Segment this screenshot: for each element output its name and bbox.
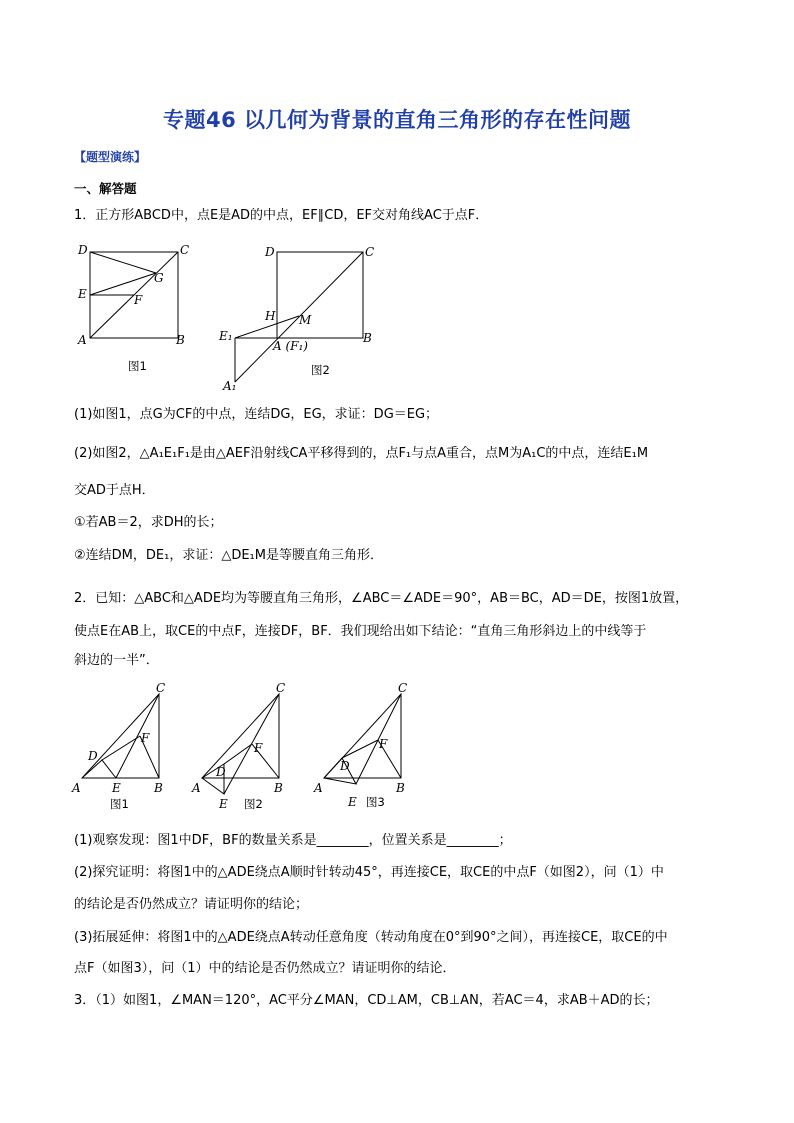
label-d: D — [216, 765, 226, 779]
section-heading: 一、解答题 — [74, 181, 137, 196]
label-b: B — [176, 333, 185, 347]
label-d: D — [78, 243, 88, 257]
q2-line-2: 使点E在AB上，取CE的中点F，连接DF，BF．我们现给出如下结论：“直角三角形斜边上的中线等于 — [74, 624, 647, 639]
label-f: F — [141, 731, 150, 745]
q2-part-2b: 的结论是否仍然成立？请证明你的结论； — [74, 897, 309, 912]
segment-df — [224, 744, 252, 764]
segment-df — [342, 740, 378, 758]
figure-caption: 图3 — [366, 795, 385, 809]
label-d: D — [88, 749, 98, 763]
figure-caption: 图2 — [244, 797, 263, 811]
label-a1: A₁ — [223, 379, 237, 393]
label-b: B — [274, 781, 283, 795]
q1-sub-1: ①若AB＝2，求DH的长； — [74, 515, 223, 530]
label-e: E — [112, 781, 121, 795]
label-g: G — [154, 271, 164, 285]
label-c: C — [276, 681, 286, 695]
label-e: E — [219, 797, 228, 811]
figure-caption: 图1 — [128, 359, 147, 373]
q1-part-2a: (2)如图2，△A₁E₁F₁是由△AEF沿射线CA平移得到的，点F₁与点A重合，点M为A₁C的中点，连结E₁M — [74, 446, 649, 461]
label-e: E — [348, 795, 357, 809]
label-h: H — [265, 309, 276, 323]
q2-figure-2 — [190, 680, 310, 820]
label-e1: E₁ — [219, 329, 233, 343]
q1-part-1: (1)如图1，点G为CF的中点，连结DG，EG，求证：DG＝EG； — [74, 407, 439, 422]
q3-line-1: 3．（1）如图1，∠MAN＝120°，AC平分∠MAN，CD⊥AM，CB⊥AN，若AC＝4，求AB＋AD的长； — [74, 993, 659, 1008]
q1-stem: 1．正方形ABCD中，点E是AD的中点，EF∥CD，EF交对角线AC于点F． — [74, 208, 489, 223]
label-a: A — [72, 781, 81, 795]
label-c: C — [365, 245, 375, 259]
q2-line-3: 斜边的一半”． — [74, 653, 159, 668]
triangle-abc — [202, 694, 279, 778]
q2-part-1: (1)观察发现：图1中DF，BF的数量关系是________，位置关系是________； — [74, 833, 512, 848]
label-a: A — [78, 333, 87, 347]
figure-caption: 图1 — [110, 797, 129, 811]
label-f: F — [134, 293, 143, 307]
page-title: 专题46 以几何为背景的直角三角形的存在性问题 — [162, 108, 632, 132]
label-b: B — [363, 331, 372, 345]
segment-eg — [90, 273, 156, 295]
section-tag: 【题型演练】 — [74, 150, 147, 164]
label-c: C — [398, 681, 408, 695]
q2-figure-1 — [70, 680, 180, 815]
label-d: D — [265, 245, 275, 259]
label-f: F — [254, 741, 263, 755]
segment-dg — [90, 252, 156, 273]
figure-caption: 图2 — [311, 363, 330, 377]
label-d: D — [340, 759, 350, 773]
segment-df — [102, 736, 140, 760]
q2-part-3b: 点F（如图3），问（1）中的结论是否仍然成立？请证明你的结论． — [74, 961, 456, 976]
segment-ce — [116, 694, 159, 778]
q1-figure-2 — [215, 238, 385, 398]
q1-part-2b: 交AD于点H． — [74, 483, 155, 498]
q2-part-2a: (2)探究证明：将图1中的△ADE绕点A顺时针转动45°，再连接CE，取CE的中点F（如图2），问（1）中 — [74, 865, 664, 880]
label-e: E — [78, 287, 87, 301]
label-c: C — [156, 681, 166, 695]
label-a-f1: A (F₁) — [273, 339, 308, 353]
label-m: M — [299, 313, 312, 327]
label-b: B — [396, 781, 405, 795]
label-b: B — [154, 781, 163, 795]
label-a: A — [314, 781, 323, 795]
label-a: A — [192, 781, 201, 795]
q2-part-3a: (3)拓展延伸：将图1中的△ADE绕点A转动任意角度（转动角度在0°到90°之间），再连接CE，取CE的中 — [74, 930, 668, 945]
label-c: C — [180, 243, 190, 257]
label-f: F — [379, 737, 388, 751]
q2-line-1: 2．已知：△ABC和△ADE均为等腰直角三角形，∠ABC＝∠ADE＝90°，AB＝BC，AD＝DE，按图1放置， — [74, 591, 689, 606]
q1-figure-1 — [70, 238, 200, 378]
q2-figure-3 — [312, 680, 432, 820]
q1-sub-2: ②连结DM，DE₁，求证：△DE₁M是等腰直角三角形． — [74, 548, 383, 563]
